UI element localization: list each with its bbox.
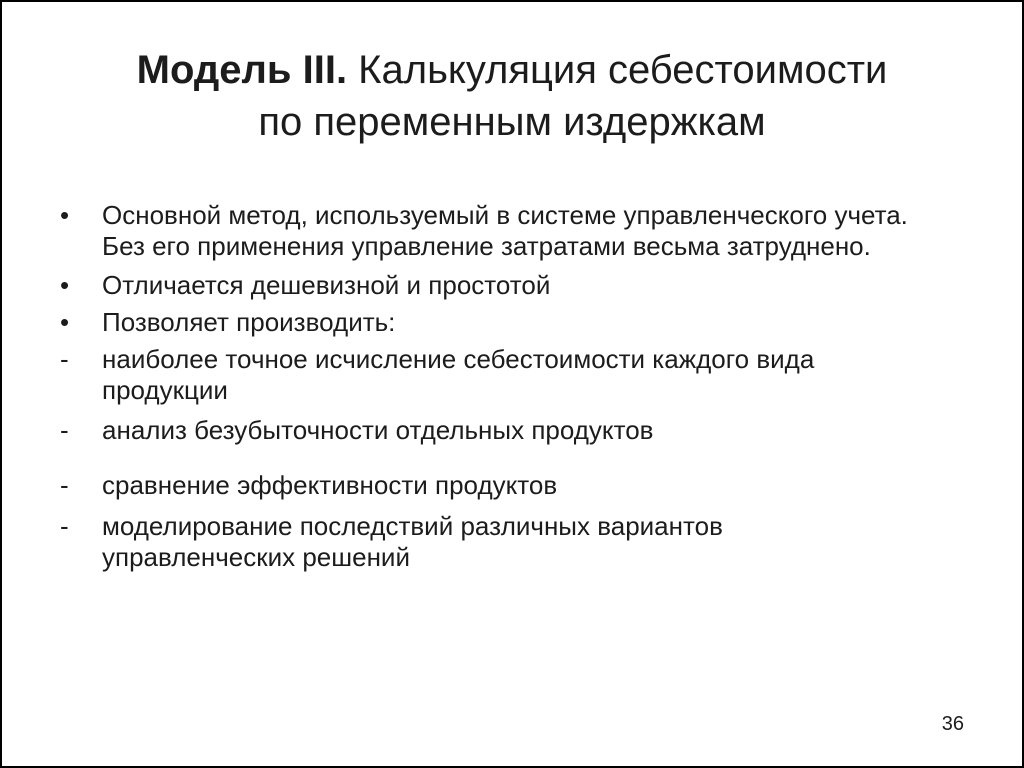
dash-marker: - <box>60 344 69 374</box>
dash-marker: - <box>60 415 69 445</box>
title-main-text: Калькуляция себестоимости <box>347 48 888 92</box>
list-item-text: Отличается дешевизной и простотой <box>102 270 551 300</box>
list-item-text: Позволяет производить: <box>102 307 396 337</box>
list-item <box>60 270 920 301</box>
list-item <box>60 511 920 573</box>
list-item <box>60 307 920 338</box>
dash-marker: - <box>60 511 69 541</box>
list-item <box>60 415 920 446</box>
bullet-marker: • <box>60 307 70 337</box>
list-item <box>60 470 920 501</box>
list-item-text: Основной метод, используемый в системе управленческого учета. Без его применения управление затратами весьма затруднено. <box>102 200 908 261</box>
list-item <box>60 200 920 262</box>
page-number: 36 <box>941 713 964 735</box>
list-item-text: моделирование последствий различных вариантов управленческих решений <box>102 511 723 572</box>
bullet-marker: • <box>60 200 70 230</box>
bullet-list <box>60 200 920 573</box>
slide-title <box>42 44 982 148</box>
list-item <box>60 344 920 406</box>
dash-marker: - <box>60 470 69 500</box>
title-line-2: по переменным издержкам <box>258 100 766 144</box>
title-model-label: Модель III. <box>136 48 348 92</box>
list-item-text: наиболее точное исчисление себестоимости каждого вида продукции <box>102 344 815 405</box>
list-item-text: анализ безубыточности отдельных продуктов <box>102 415 654 445</box>
list-item-text: сравнение эффективности продуктов <box>102 470 558 500</box>
bullet-marker: • <box>60 270 70 300</box>
